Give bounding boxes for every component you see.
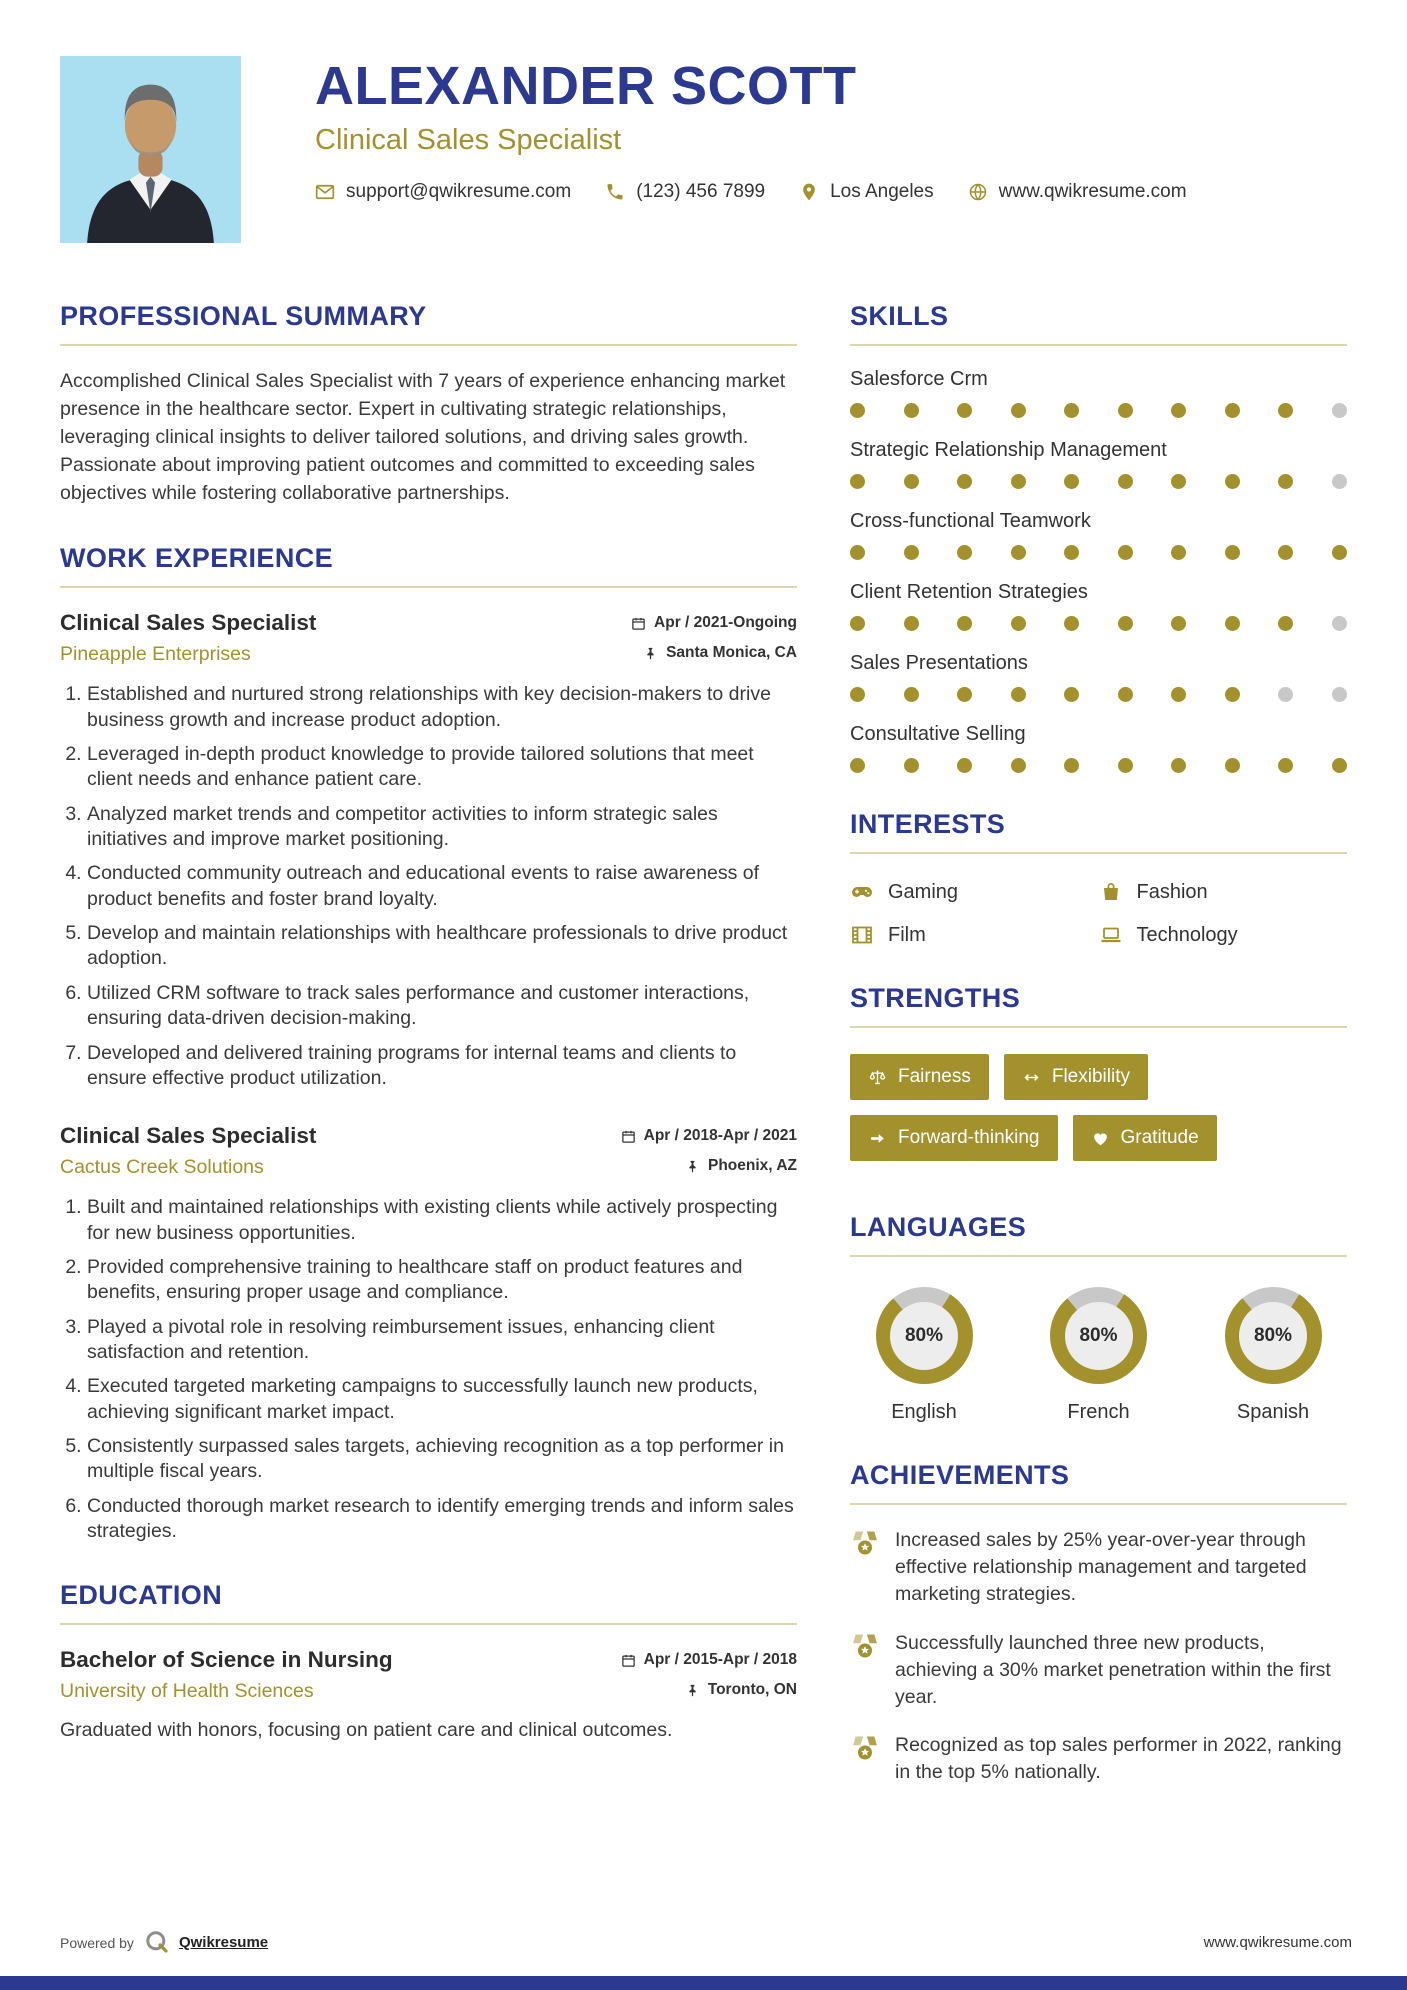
- heart-icon: [1091, 1129, 1110, 1148]
- job-location-group: [643, 644, 797, 662]
- summary-text: Accomplished Clinical Sales Specialist with 7 years of experience enhancing market presence in the healthcare sector. Expert in cultivating strategic relationships, leveraging clinical insights to deliver tailored solutions, and driving sales growth. Passionate about improving patient outcomes and committed to exceeding sales objectives while fostering collaborative partnerships.: [60, 370, 786, 504]
- summary-section: [60, 301, 797, 507]
- skill-dot: [1278, 758, 1293, 773]
- skill-dot: [850, 403, 865, 418]
- phone-icon: [605, 182, 625, 202]
- bottom-accent-bar: [0, 1976, 1407, 1990]
- job-bullets: [60, 682, 797, 1091]
- handbag-icon: [1099, 880, 1123, 904]
- language-item: [1203, 1287, 1343, 1424]
- skill-name: Cross-functional Teamwork: [850, 510, 1091, 532]
- main-content: [0, 301, 1407, 1822]
- skill-dot: [1278, 403, 1293, 418]
- language-label: French: [1067, 1401, 1130, 1423]
- strength-badge: [1004, 1054, 1148, 1100]
- skill-dot: [1225, 687, 1240, 702]
- interests-section: [850, 809, 1347, 947]
- skill-dot: [904, 616, 919, 631]
- job-title: Clinical Sales Specialist: [60, 1123, 317, 1149]
- skill-dot: [1064, 474, 1079, 489]
- skill-dot: [850, 474, 865, 489]
- achievement-text: Successfully launched three new products, achieving a 30% market penetration within the first year.: [895, 1631, 1331, 1708]
- skill-name: Consultative Selling: [850, 723, 1026, 745]
- skill-dots: [850, 545, 1347, 560]
- skill-dot: [1011, 616, 1026, 631]
- medal-icon: [850, 1529, 880, 1559]
- contact-website[interactable]: [968, 181, 1187, 203]
- skill-dot: [904, 474, 919, 489]
- education-section: [60, 1580, 797, 1744]
- scales-icon: [868, 1068, 887, 1087]
- language-donut-chart: [1050, 1287, 1147, 1384]
- job-bullet: 1. Established and nurtured strong relationships with key decision-makers to drive business growth and increase product adoption.: [87, 682, 797, 733]
- skill-dot: [957, 758, 972, 773]
- qwikresume-brand-link[interactable]: Qwikresume: [178, 1934, 269, 1951]
- right-column: [850, 301, 1347, 1822]
- interest-label: Technology: [1136, 923, 1238, 946]
- achievement-item: [850, 1527, 1347, 1608]
- skill-dot: [1278, 687, 1293, 702]
- degree-title: Bachelor of Science in Nursing: [60, 1647, 393, 1673]
- skill-dots: [850, 687, 1347, 702]
- skill-name: Client Retention Strategies: [850, 581, 1088, 603]
- medal-icon: [850, 1734, 880, 1764]
- job-entry: [60, 1123, 797, 1544]
- job-bullet: 3. Played a pivotal role in resolving reimbursement issues, enhancing client satisfaction and retention.: [87, 1315, 797, 1366]
- skill-dots: [850, 403, 1347, 418]
- skill-dot: [1011, 545, 1026, 560]
- education-dates: Apr / 2015-Apr / 2018: [643, 1650, 797, 1668]
- job-bullet: 5. Develop and maintain relationships with healthcare professionals to drive product adoption.: [87, 921, 797, 972]
- pin-icon: [799, 182, 819, 202]
- job-bullet: 7. Developed and delivered training programs for internal teams and clients to ensure effective product utilization.: [87, 1041, 797, 1092]
- interest-item: [1099, 923, 1348, 947]
- pushpin-icon: [685, 1159, 700, 1174]
- job-bullet: 2. Provided comprehensive training to healthcare staff on product features and benefits, ensuring proper usage and compliance.: [87, 1255, 797, 1306]
- skill-dot: [1171, 545, 1186, 560]
- strengths-container: [850, 1050, 1347, 1176]
- job-bullet: 6. Conducted thorough market research to identify emerging trends and inform sales strategies.: [87, 1494, 797, 1545]
- contact-phone-text: (123) 456 7899: [636, 180, 766, 202]
- strengths-section: [850, 983, 1347, 1176]
- skill-dot: [1171, 758, 1186, 773]
- job-bullets: [60, 1195, 797, 1544]
- skill-dot: [1118, 616, 1133, 631]
- achievement-item: [850, 1630, 1347, 1711]
- powered-by-label: Powered by: [60, 1934, 134, 1951]
- skill-dot: [1225, 545, 1240, 560]
- job-bullet: 4. Conducted community outreach and educational events to raise awareness of product benefits and foster brand loyalty.: [87, 861, 797, 912]
- job-bullet: 5. Consistently surpassed sales targets, achieving recognition as a top performer in multiple fiscal years.: [87, 1434, 797, 1485]
- skill-item: [850, 581, 1347, 631]
- envelope-icon: [315, 182, 335, 202]
- skill-item: [850, 723, 1347, 773]
- skill-dot: [957, 687, 972, 702]
- candidate-title: Clinical Sales Specialist: [315, 123, 622, 156]
- skill-dot: [1225, 403, 1240, 418]
- contact-location-text: Los Angeles: [830, 180, 934, 202]
- achievements-heading: ACHIEVEMENTS: [850, 1460, 1347, 1505]
- job-location: Santa Monica, CA: [666, 643, 797, 661]
- language-percent: 80%: [1079, 1324, 1118, 1346]
- skill-dot: [850, 545, 865, 560]
- calendar-icon: [631, 616, 646, 631]
- language-label: Spanish: [1236, 1401, 1310, 1423]
- skill-dot: [1011, 403, 1026, 418]
- job-location-group: [685, 1157, 797, 1175]
- skill-dot: [1332, 545, 1347, 560]
- summary-heading: PROFESSIONAL SUMMARY: [60, 301, 797, 346]
- achievement-text: Recognized as top sales performer in 2022, ranking in the top 5% nationally.: [895, 1734, 1342, 1784]
- language-item: [1029, 1287, 1169, 1424]
- skill-item: [850, 652, 1347, 702]
- interest-item: [850, 923, 1099, 947]
- contact-email[interactable]: [315, 181, 571, 203]
- contact-email-text: support@qwikresume.com: [346, 180, 572, 202]
- language-percent: 80%: [904, 1324, 944, 1346]
- skill-dot: [957, 545, 972, 560]
- interest-label: Fashion: [1136, 880, 1208, 903]
- interests-heading: INTERESTS: [850, 809, 1347, 854]
- skills-heading: SKILLS: [850, 301, 1347, 346]
- language-donut-chart: [1225, 1287, 1322, 1384]
- language-donut-chart: [876, 1287, 973, 1384]
- skill-dot: [1171, 616, 1186, 631]
- globe-icon: [968, 182, 988, 202]
- left-column: [60, 301, 797, 1781]
- skill-name: Sales Presentations: [850, 652, 1028, 674]
- job-bullet: 4. Executed targeted marketing campaigns to successfully launch new products, achieving significant market impact.: [87, 1374, 797, 1425]
- skill-dot: [1011, 687, 1026, 702]
- contact-location: [799, 181, 934, 203]
- skill-dot: [904, 687, 919, 702]
- arrows-icon: [1022, 1068, 1041, 1087]
- skill-dot: [1225, 758, 1240, 773]
- skills-section: [850, 301, 1347, 773]
- skill-dot: [850, 616, 865, 631]
- strength-label: Flexibility: [1051, 1066, 1130, 1087]
- calendar-icon: [621, 1129, 636, 1144]
- footer: [60, 1929, 1352, 1956]
- contact-phone[interactable]: [605, 181, 765, 203]
- school-name: University of Health Sciences: [60, 1680, 314, 1703]
- skill-dot: [1171, 403, 1186, 418]
- education-heading: EDUCATION: [60, 1580, 797, 1625]
- skill-dots: [850, 758, 1347, 773]
- job-bullet: 1. Built and maintained relationships with existing clients while actively prospecting for new business opportunities.: [87, 1195, 797, 1246]
- skill-dot: [1225, 474, 1240, 489]
- skill-dot: [1064, 758, 1079, 773]
- education-location: Toronto, ON: [707, 1680, 797, 1698]
- job-bullet: 2. Leveraged in-depth product knowledge to provide tailored solutions that meet client needs and enhance patient care.: [87, 742, 797, 793]
- job-dates: Apr / 2018-Apr / 2021: [643, 1126, 797, 1144]
- education-note: Graduated with honors, focusing on patient care and clinical outcomes.: [60, 1719, 673, 1742]
- language-label: English: [891, 1401, 957, 1423]
- skill-dot: [1064, 545, 1079, 560]
- powered-by: [60, 1929, 268, 1956]
- languages-section: [850, 1212, 1347, 1424]
- skill-dots: [850, 616, 1347, 631]
- header: [0, 0, 1407, 243]
- skill-dot: [1332, 403, 1347, 418]
- pushpin-icon: [685, 1683, 700, 1698]
- medal-icon: [850, 1632, 880, 1662]
- contact-row: [315, 181, 1221, 203]
- skill-dot: [957, 403, 972, 418]
- skill-dot: [1278, 474, 1293, 489]
- strength-label: Gratitude: [1120, 1127, 1199, 1148]
- job-dates: Apr / 2021-Ongoing: [654, 613, 797, 631]
- skill-dot: [1118, 758, 1133, 773]
- strengths-heading: STRENGTHS: [850, 983, 1347, 1028]
- skill-dots: [850, 474, 1347, 489]
- skill-item: [850, 439, 1347, 489]
- film-icon: [850, 923, 874, 947]
- skill-dot: [1171, 687, 1186, 702]
- work-section: [60, 543, 797, 1544]
- skill-name: Strategic Relationship Management: [850, 439, 1167, 461]
- skill-dot: [1332, 474, 1347, 489]
- job-company: Pineapple Enterprises: [60, 643, 251, 666]
- skill-dot: [1332, 687, 1347, 702]
- skill-dot: [1011, 474, 1026, 489]
- interest-label: Film: [888, 923, 926, 946]
- job-company: Cactus Creek Solutions: [60, 1156, 264, 1179]
- calendar-icon: [621, 1653, 636, 1668]
- interests-container: [850, 876, 1347, 947]
- skills-container: [850, 368, 1347, 773]
- skill-dot: [957, 474, 972, 489]
- skill-item: [850, 510, 1347, 560]
- languages-container: [850, 1279, 1347, 1424]
- profile-photo: [60, 56, 241, 243]
- work-heading: WORK EXPERIENCE: [60, 543, 797, 588]
- qwikresume-logo-icon: [144, 1929, 171, 1956]
- skill-dot: [1332, 616, 1347, 631]
- skill-dot: [850, 687, 865, 702]
- education-entry: [60, 1647, 797, 1744]
- skill-dot: [904, 545, 919, 560]
- language-item: [854, 1287, 994, 1424]
- arrow-right-icon: [868, 1129, 887, 1148]
- job-bullet: 6. Utilized CRM software to track sales performance and customer interactions, ensuring data-driven decision-making.: [87, 981, 797, 1032]
- skill-dot: [1064, 616, 1079, 631]
- achievements-section: [850, 1460, 1347, 1786]
- job-dates-group: [621, 1127, 797, 1145]
- skill-dot: [904, 758, 919, 773]
- job-title: Clinical Sales Specialist: [60, 610, 317, 636]
- education-dates-group: [621, 1651, 797, 1669]
- achievements-container: [850, 1527, 1347, 1786]
- job-bullet: 3. Analyzed market trends and competitor activities to inform strategic sales initiatives and improve market positioning.: [87, 802, 797, 853]
- job-location: Phoenix, AZ: [708, 1156, 797, 1174]
- skill-dot: [1118, 687, 1133, 702]
- languages-heading: LANGUAGES: [850, 1212, 1347, 1257]
- skill-dot: [1278, 545, 1293, 560]
- candidate-name: ALEXANDER SCOTT: [315, 56, 857, 116]
- strength-badge: [850, 1054, 989, 1100]
- jobs-container: [60, 610, 797, 1544]
- education-location-group: [685, 1681, 797, 1699]
- strength-badge: [1073, 1115, 1217, 1161]
- skill-dot: [1064, 687, 1079, 702]
- skill-dot: [904, 403, 919, 418]
- skill-dot: [850, 758, 865, 773]
- skill-dot: [1225, 616, 1240, 631]
- skill-dot: [1332, 758, 1347, 773]
- strength-label: Fairness: [898, 1066, 971, 1087]
- strength-badge: [850, 1115, 1058, 1161]
- skill-dot: [1171, 474, 1186, 489]
- pushpin-icon: [643, 646, 658, 661]
- achievement-text: Increased sales by 25% year-over-year through effective relationship management and targeted marketing strategies.: [895, 1529, 1307, 1605]
- skill-dot: [1064, 403, 1079, 418]
- skill-dot: [957, 616, 972, 631]
- achievement-item: [850, 1732, 1347, 1786]
- job-entry: [60, 610, 797, 1091]
- interest-item: [1099, 880, 1348, 904]
- skill-dot: [1118, 403, 1133, 418]
- gamepad-icon: [850, 880, 874, 904]
- interest-item: [850, 880, 1099, 904]
- contact-website-text: www.qwikresume.com: [998, 180, 1187, 202]
- interest-label: Gaming: [888, 880, 959, 903]
- skill-dot: [1278, 616, 1293, 631]
- strength-label: Forward-thinking: [898, 1127, 1040, 1148]
- footer-website-link[interactable]: www.qwikresume.com: [1203, 1934, 1352, 1951]
- language-percent: 80%: [1253, 1324, 1293, 1346]
- laptop-icon: [1099, 923, 1123, 947]
- skill-name: Salesforce Crm: [850, 368, 988, 390]
- skill-dot: [1118, 545, 1133, 560]
- skill-dot: [1118, 474, 1133, 489]
- skill-item: [850, 368, 1347, 418]
- skill-dot: [1011, 758, 1026, 773]
- job-dates-group: [631, 614, 797, 632]
